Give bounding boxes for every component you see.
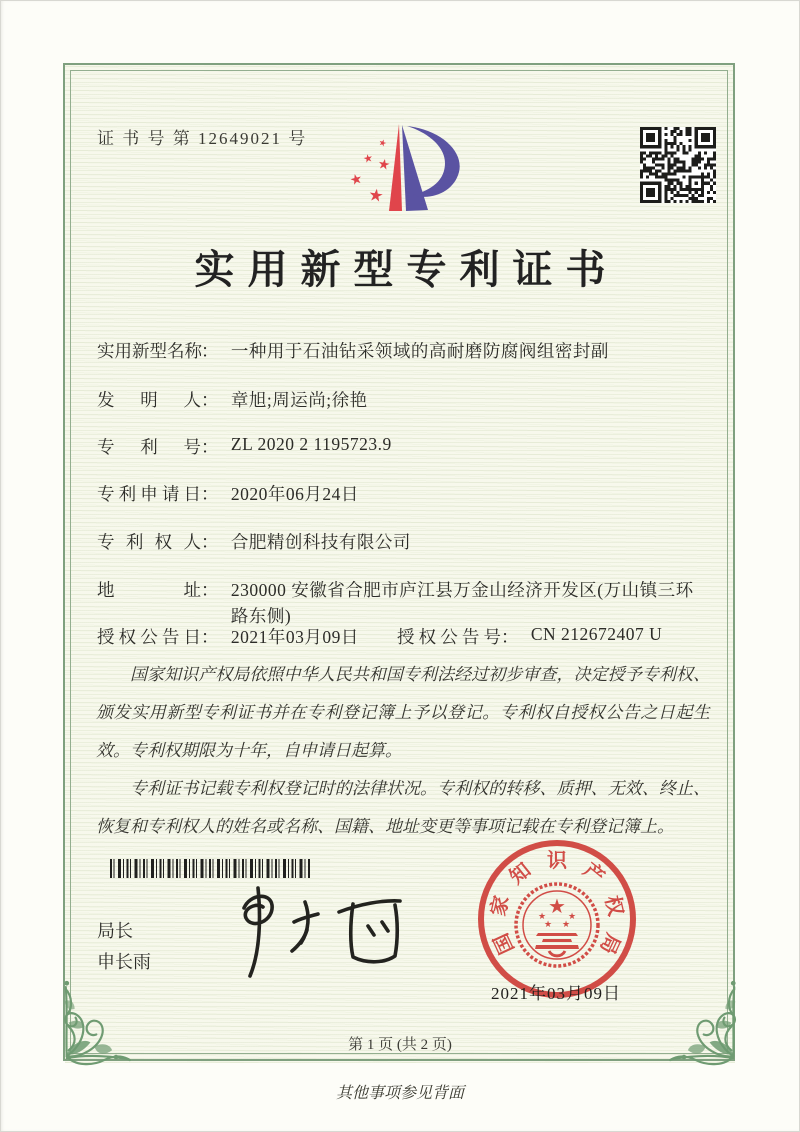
field-grant-number bbox=[397, 624, 662, 649]
field-value: ZL 2020 2 1195723.9 bbox=[230, 434, 392, 454]
svg-text:★: ★ bbox=[348, 170, 365, 190]
svg-text:★: ★ bbox=[567, 912, 577, 922]
officer-name: 申长雨 bbox=[97, 952, 151, 972]
field-colon: ： bbox=[501, 627, 519, 647]
field-row-address bbox=[97, 577, 709, 629]
field-row-patentee bbox=[97, 529, 411, 554]
field-value: 章旭;周运尚;徐艳 bbox=[230, 390, 368, 410]
field-label: 专利申请日 bbox=[97, 484, 201, 504]
svg-text:★: ★ bbox=[561, 920, 571, 930]
field-colon: ： bbox=[201, 532, 219, 552]
field-colon: ： bbox=[201, 390, 219, 410]
page-number: 第 1 页 (共 2 页) bbox=[348, 1037, 452, 1053]
official-seal bbox=[475, 837, 639, 1001]
svg-text:★: ★ bbox=[543, 920, 553, 930]
corner-flourish-icon bbox=[622, 928, 742, 1066]
seal-char: 产 bbox=[578, 859, 609, 889]
svg-text:★: ★ bbox=[537, 912, 547, 922]
field-label: 实用新型名称 bbox=[97, 341, 202, 361]
field-label: 授权公告日 bbox=[97, 627, 201, 647]
field-label: 专利权人 bbox=[97, 532, 201, 552]
legal-paragraph-2: 专利证书记载专利权登记时的法律状况。专利权的转移、质押、无效、终止、恢复和专利权人的姓名或名称、国籍、地址变更等事项记载在专利登记簿上。 bbox=[96, 779, 710, 836]
seal-date: 2021年03月09日 bbox=[491, 984, 621, 1003]
cnipa-logo-icon bbox=[337, 112, 467, 218]
svg-text:★: ★ bbox=[376, 137, 388, 150]
svg-text:★: ★ bbox=[366, 185, 385, 207]
field-value: 2020年06月24日 bbox=[230, 484, 359, 504]
field-colon: ： bbox=[201, 484, 219, 504]
svg-text:★: ★ bbox=[548, 894, 566, 918]
seal-char: 权 bbox=[600, 893, 627, 919]
seal-char: 国 bbox=[490, 929, 519, 958]
legal-text bbox=[96, 656, 710, 846]
field-value: CN 212672407 U bbox=[530, 624, 663, 644]
seal-char: 家 bbox=[487, 893, 514, 919]
legal-paragraph-1: 国家知识产权局依照中华人民共和国专利法经过初步审查，决定授予专利权、颁发实用新型专利证书并在专利登记簿上予以登记。专利权自授权公告之日起生效。专利权期限为十年，自申请日起算。 bbox=[96, 665, 710, 760]
field-colon: ： bbox=[201, 341, 219, 361]
officer-title: 局长 bbox=[97, 921, 133, 941]
signature-icon bbox=[222, 872, 422, 987]
back-side-note: 其他事项参见背面 bbox=[335, 1085, 464, 1102]
field-row-grant-date bbox=[97, 624, 663, 649]
svg-text:★: ★ bbox=[376, 156, 392, 174]
field-value: 230000 安徽省合肥市庐江县万金山经济开发区(万山镇三环路东侧) bbox=[230, 580, 694, 626]
field-value: 合肥精创科技有限公司 bbox=[230, 532, 411, 552]
field-row-utility-model-name bbox=[97, 338, 609, 363]
certificate-title: 实用新型专利证书 bbox=[194, 247, 619, 292]
svg-text:★: ★ bbox=[361, 151, 375, 166]
corner-flourish-icon bbox=[58, 928, 178, 1066]
field-label: 专利号 bbox=[97, 437, 201, 457]
field-value: 2021年03月09日 bbox=[230, 627, 359, 647]
field-colon: ： bbox=[201, 437, 219, 457]
field-row-inventor bbox=[97, 387, 368, 412]
national-emblem-icon bbox=[516, 884, 598, 966]
qr-code bbox=[640, 127, 716, 203]
field-label: 授权公告号 bbox=[397, 627, 501, 647]
field-colon: ： bbox=[201, 580, 219, 600]
field-value: 一种用于石油钻采领域的高耐磨防腐阀组密封副 bbox=[230, 341, 609, 361]
seal-char: 局 bbox=[595, 929, 624, 958]
field-label: 地址 bbox=[97, 580, 201, 600]
certificate-number: 证 书 号 第 12649021 号 bbox=[97, 129, 308, 148]
field-row-patent-number bbox=[97, 434, 392, 459]
seal-char: 识 bbox=[547, 850, 567, 872]
seal-char: 知 bbox=[505, 859, 536, 889]
field-label: 发明人 bbox=[97, 390, 201, 410]
field-colon: ： bbox=[201, 627, 219, 647]
field-row-filing-date bbox=[97, 481, 359, 506]
